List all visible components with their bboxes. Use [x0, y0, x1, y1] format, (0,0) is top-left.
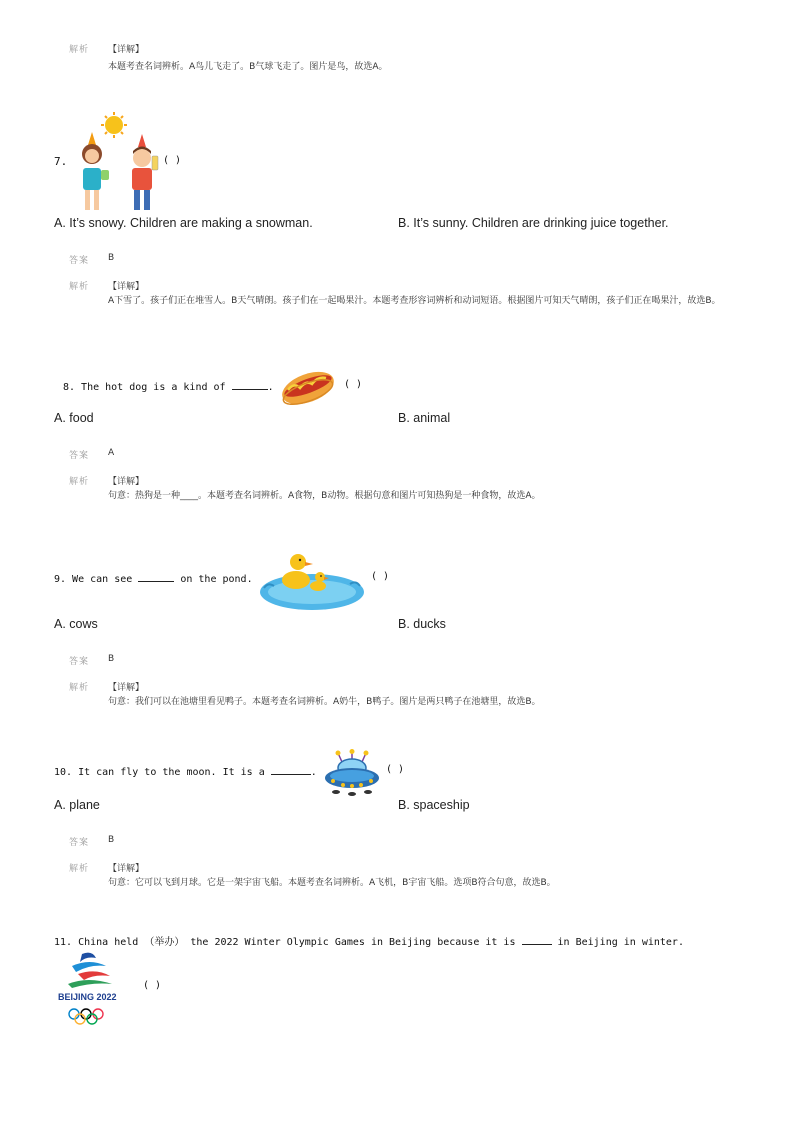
- answer-paren: ( ): [344, 379, 363, 390]
- answer-blank: [232, 379, 268, 390]
- question-suffix: on the pond.: [180, 574, 253, 585]
- logo-text: BEIJING 2022: [58, 992, 117, 1002]
- girl-figure: [82, 132, 109, 210]
- detail-heading: 【详解】: [108, 864, 145, 874]
- explanation-text: 句意：我们可以在池塘里看见鸭子。本题考查名词辨析。A奶牛，B鸭子。图片是两只鸭子在池塘里，故选B。: [108, 697, 541, 707]
- explanation-text: A下雪了。孩子们正在堆雪人。B天气晴朗。孩子们在一起喝果汁。本题考查形容词辨析和动词短语。根据图片可知天气晴朗，孩子们正在喝果汁，故选B。: [108, 296, 721, 306]
- question-end: in Beijing in winter.: [557, 937, 684, 948]
- option-b: B. animal: [398, 411, 451, 425]
- analysis-label: 解析: [69, 683, 90, 693]
- detail-heading: 【详解】: [108, 477, 145, 487]
- option-a: A. It’s snowy. Children are making a snowman.: [54, 216, 313, 230]
- explanation-text: 句意：热狗是一种____。本题考查名词辨析。A食物，B动物。根据句意和图片可知热狗是一种食物，故选A。: [108, 491, 541, 501]
- answer-blank: [271, 764, 311, 775]
- question-text: [54, 933, 684, 948]
- question-text: [63, 379, 274, 393]
- olympic-rings-icon: [69, 1009, 103, 1024]
- answer-label: 答案: [69, 838, 90, 848]
- answer-label: 答案: [69, 657, 90, 667]
- answer-value: B: [108, 253, 115, 263]
- analysis-label: 解析: [69, 45, 90, 55]
- beijing-2022-logo: [56, 948, 128, 1024]
- option-b: B. It’s sunny. Children are drinking juice together.: [398, 216, 669, 230]
- answer-value: B: [108, 654, 115, 664]
- ducks-pond-image: [258, 550, 366, 612]
- option-a: A. plane: [54, 798, 100, 812]
- answer-label: 答案: [69, 451, 90, 461]
- question-suffix: .: [267, 382, 274, 393]
- sun-icon: [101, 112, 127, 138]
- option-a: A. food: [54, 411, 94, 425]
- answer-paren: ( ): [386, 764, 405, 775]
- question-prefix: 11. China held: [54, 937, 139, 948]
- answer-paren: ( ): [371, 571, 390, 582]
- question-paren-note: （举办）: [144, 937, 185, 948]
- hot-dog-image: [280, 362, 336, 408]
- detail-heading: 【详解】: [108, 45, 145, 55]
- question-number: 7.: [54, 155, 68, 168]
- boy-figure: [132, 134, 158, 210]
- question-prefix: 9. We can see: [54, 574, 133, 585]
- question-text: [54, 571, 253, 585]
- emblem-icon: [68, 953, 112, 988]
- answer-blank: [522, 934, 552, 945]
- explanation-text: 本题考查名词辨析。A鸟儿飞走了。B气球飞走了。图片是鸟，故选A。: [108, 62, 388, 72]
- question-prefix: 8. The hot dog is a kind of: [63, 382, 226, 393]
- children-sunny-illustration: [72, 112, 164, 214]
- question-text: [54, 764, 317, 778]
- duck-big: [282, 554, 313, 589]
- answer-paren: ( ): [143, 980, 162, 991]
- option-b: B. ducks: [398, 617, 446, 631]
- analysis-label: 解析: [69, 282, 90, 292]
- detail-heading: 【详解】: [108, 683, 145, 693]
- answer-label: 答案: [69, 256, 90, 266]
- option-a: A. cows: [54, 617, 98, 631]
- question-middle: the 2022 Winter Olympic Games in Beijing because it is: [190, 937, 516, 948]
- option-b: B. spaceship: [398, 798, 470, 812]
- answer-blank: [138, 571, 174, 582]
- answer-value: B: [108, 835, 115, 845]
- question-suffix: .: [310, 767, 317, 778]
- detail-heading: 【详解】: [108, 282, 145, 292]
- spaceship-image: [324, 750, 380, 796]
- question-prefix: 10. It can fly to the moon. It is a: [54, 767, 265, 778]
- answer-value: A: [108, 448, 115, 458]
- answer-paren: ( ): [163, 155, 182, 166]
- analysis-label: 解析: [69, 864, 90, 874]
- analysis-label: 解析: [69, 477, 90, 487]
- explanation-text: 句意：它可以飞到月球。它是一架宇宙飞船。本题考查名词辨析。A飞机，B宇宙飞船。选项B符合句意，故选B。: [108, 878, 556, 888]
